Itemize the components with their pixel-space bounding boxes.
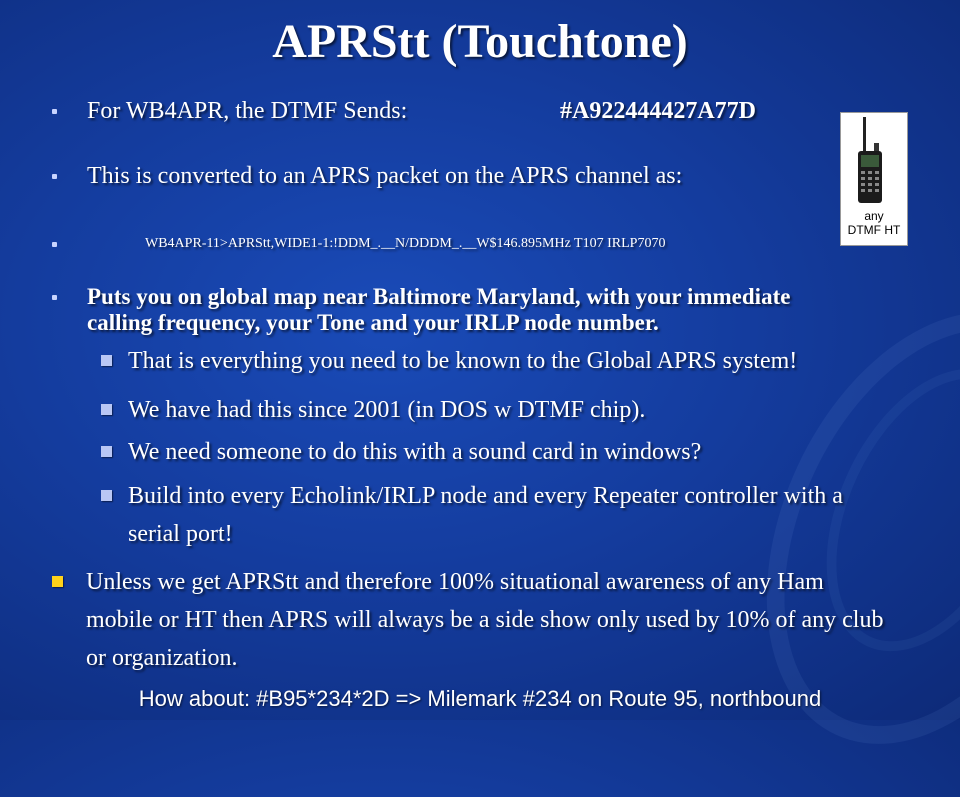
sub-bullet-square — [101, 404, 112, 415]
ht-caption-line1: any — [864, 209, 884, 223]
sub-bullet-4: Build into every Echolink/IRLP node and every Repeater controller with a serial port! — [128, 483, 843, 547]
main-bullet-text: Unless we get APRStt and therefore 100% situational awareness of any Ham mobile or HT then APRS will always be a side show only used by 10% of any club or organization. — [86, 569, 884, 671]
handheld-radio-icon — [841, 113, 907, 209]
bullet-dot — [52, 242, 57, 247]
packet-text: WB4APR-11>APRStt,WIDE1-1:!DDM_.__N/DDDM_.__W$146.895MHz T107 IRLP7070 — [145, 236, 666, 251]
sub-bullet-3: We need someone to do this with a sound card in windows? — [128, 439, 702, 465]
bullet-dot — [52, 295, 57, 300]
ht-caption-line2: DTMF HT — [847, 223, 901, 237]
sub-bullet-1: That is everything you need to be known to the Global APRS system! — [128, 348, 798, 374]
ht-caption — [841, 209, 907, 237]
global-map-text: Puts you on global map near Baltimore Maryland, with your immediate calling frequency, your Tone and your IRLP node number. — [87, 284, 791, 335]
bullet-converted — [52, 163, 682, 190]
bullet-global-map — [52, 284, 852, 336]
sub-bullet-square — [101, 490, 112, 501]
dtmf-ht-image — [840, 112, 908, 246]
dtmf-label: For WB4APR, the DTMF Sends: — [87, 98, 408, 124]
sub-bullet-square — [101, 446, 112, 457]
footer-example: How about: #B95*234*2D => Milemark #234 on Route 95, northbound — [138, 686, 822, 711]
bullet-dtmf — [52, 98, 756, 125]
bullet-dot — [52, 109, 57, 114]
bullet-packet — [52, 236, 665, 252]
bullet-dot — [52, 174, 57, 179]
converted-text: This is converted to an APRS packet on the APRS channel as: — [87, 163, 683, 189]
sub-bullet-2: We have had this since 2001 (in DOS w DTMF chip). — [128, 397, 646, 423]
sub-bullet-square — [101, 355, 112, 366]
main-bullet-square — [52, 576, 63, 587]
dtmf-code: #A922444427A77D — [560, 98, 756, 124]
slide-title: APRStt (Touchtone) — [272, 15, 688, 68]
